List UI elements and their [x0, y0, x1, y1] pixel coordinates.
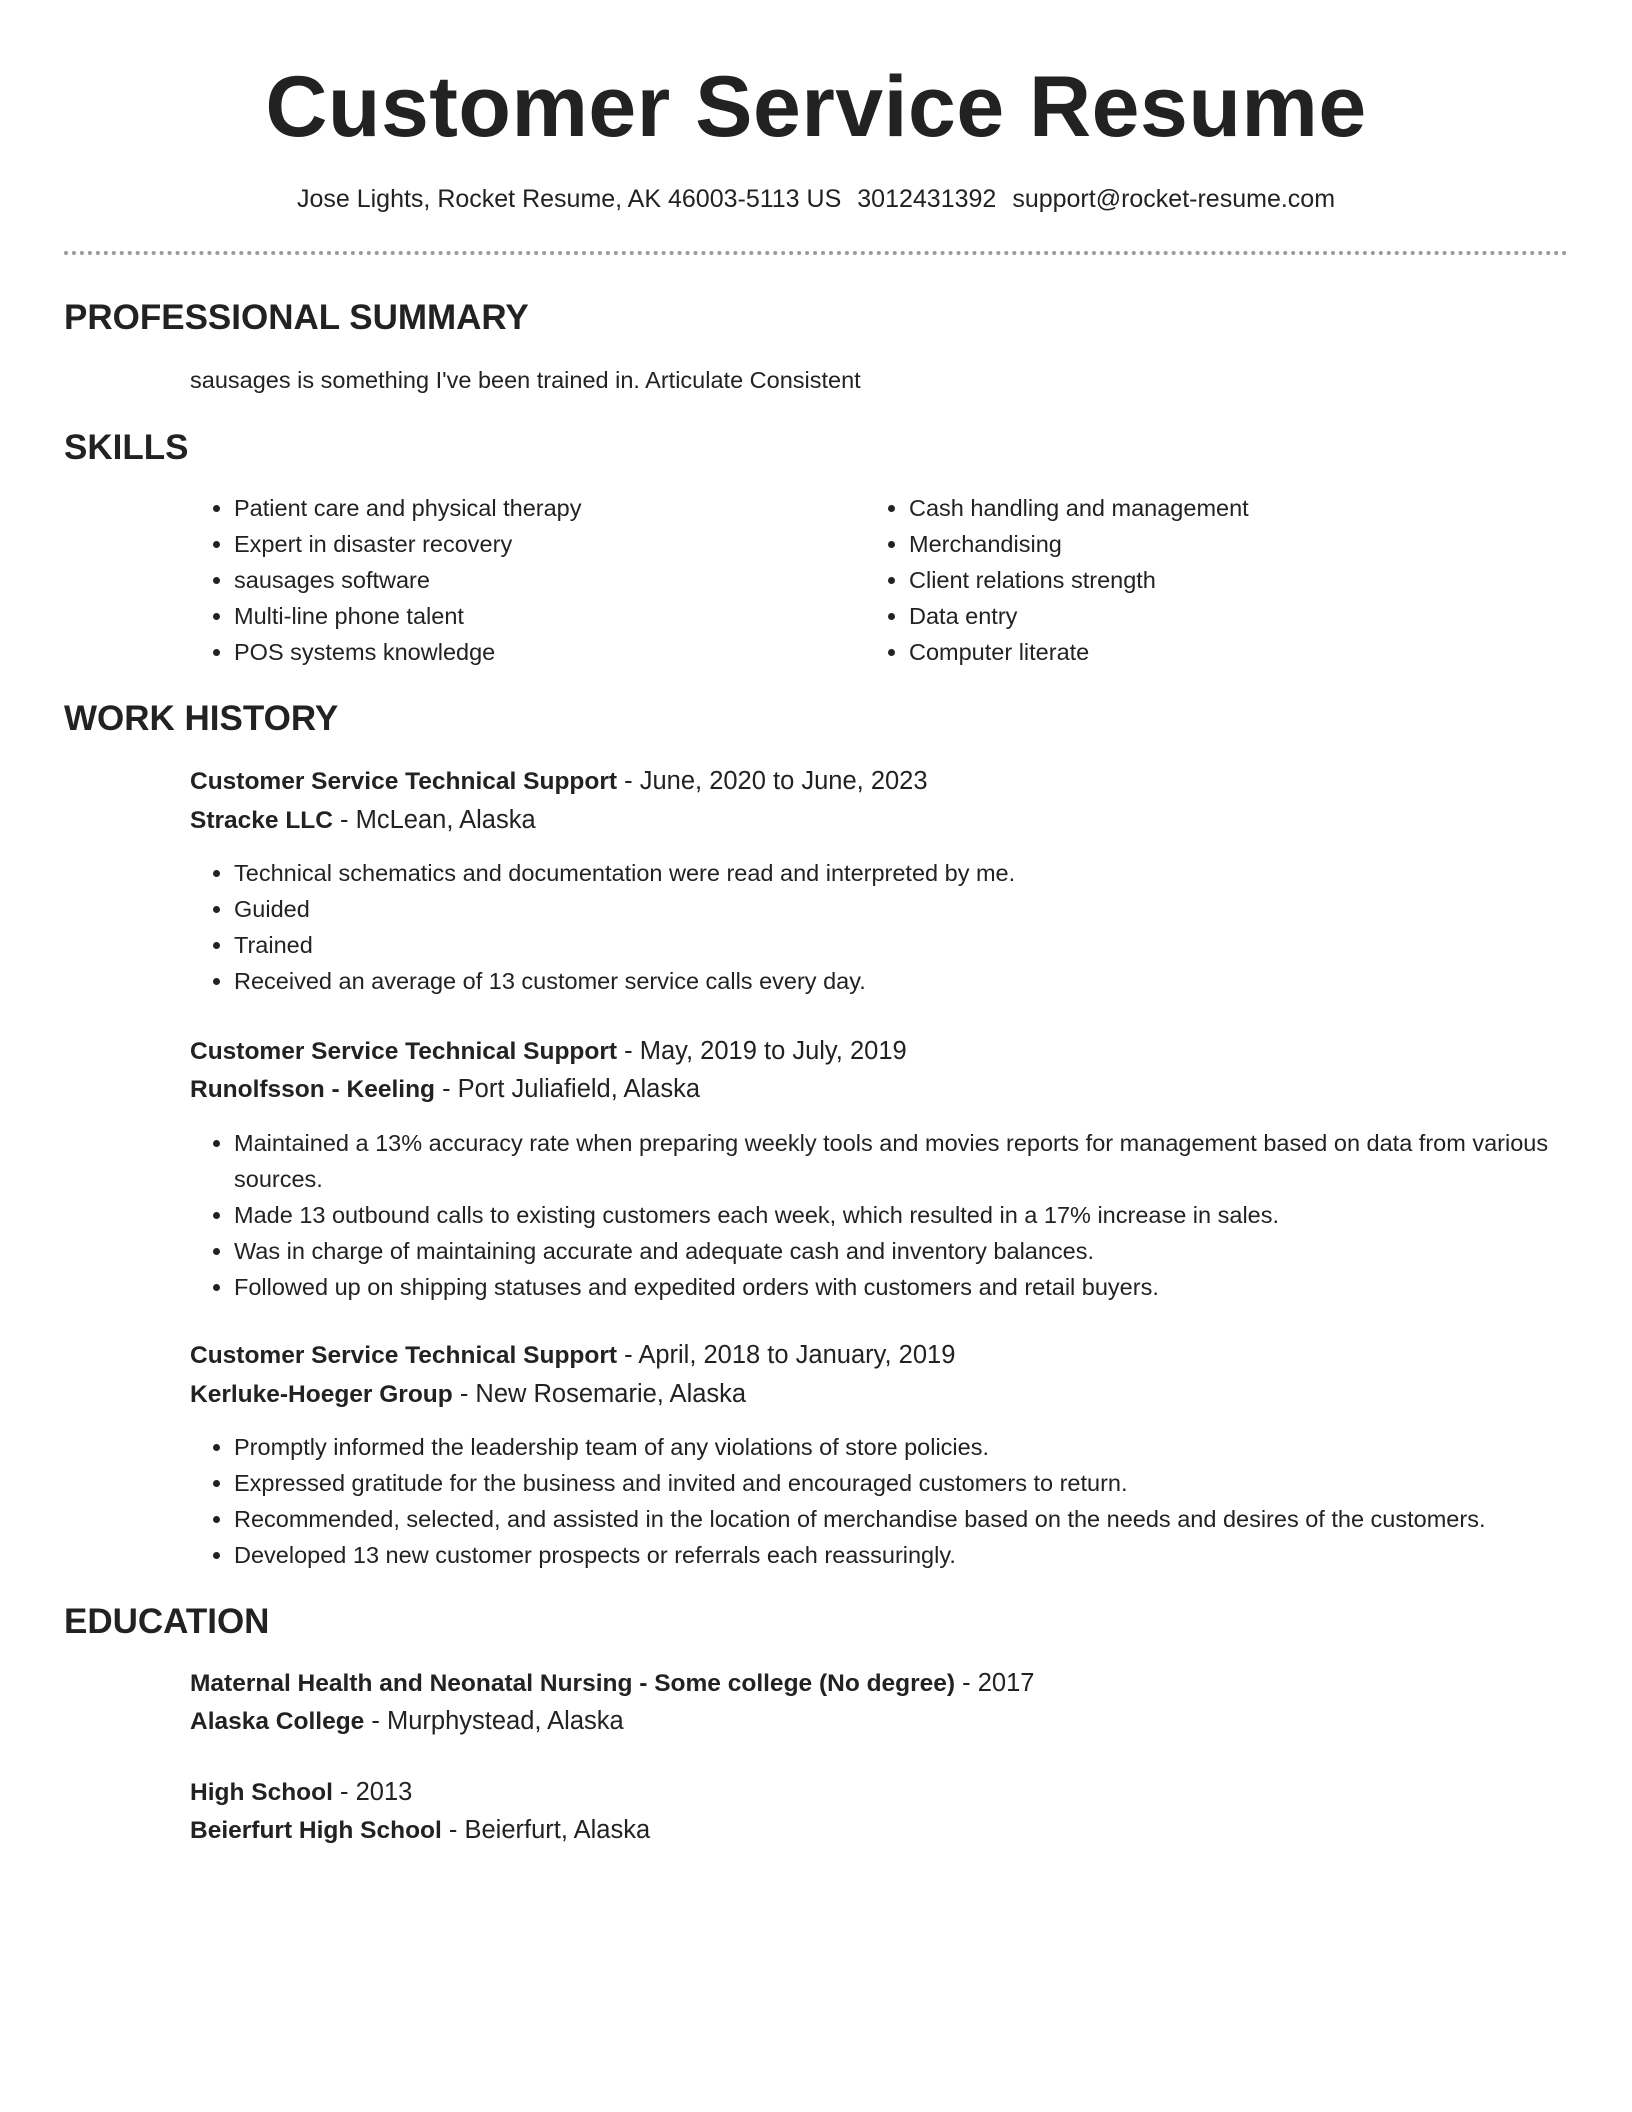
contact-email: support@rocket-resume.com — [1012, 185, 1336, 213]
job-bullet: • Followed up on shipping statuses and expedited orders with customers and retail buyers. — [234, 1269, 1614, 1305]
job-bullet: • Received an average of 13 customer service calls every day. — [234, 963, 1614, 999]
contact-phone: 3012431392 — [857, 185, 997, 213]
job-bullet: • Recommended, selected, and assisted in the location of merchandise based on the needs and desires of the customers. — [234, 1501, 1632, 1537]
summary-text: sausages is something I've been trained in. Articulate Consistent — [190, 367, 861, 393]
education-heading: EDUCATION — [64, 1602, 270, 1641]
job-bullets — [190, 1125, 1614, 1305]
skill-item: • POS systems knowledge — [234, 634, 834, 670]
job-title-line — [190, 1337, 955, 1374]
job-company-line — [190, 802, 536, 839]
job-title-line — [190, 763, 928, 800]
education-location: - Murphystead, Alaska — [364, 1707, 624, 1735]
job-bullet: • Was in charge of maintaining accurate and adequate cash and inventory balances. — [234, 1233, 1614, 1269]
job-bullet: • Expressed gratitude for the business and invited and encouraged customers to return. — [234, 1465, 1632, 1501]
skill-item: • Data entry — [909, 598, 1509, 634]
education-year: - 2013 — [332, 1778, 413, 1806]
contact-address: Jose Lights, Rocket Resume, AK 46003-5113 US — [296, 185, 842, 213]
header-divider — [64, 251, 1568, 255]
job-bullet: • Technical schematics and documentation were read and interpreted by me. — [234, 855, 1614, 891]
contact-line — [0, 182, 1632, 216]
education-school: Alaska College — [190, 1708, 365, 1735]
skill-item: • Patient care and physical therapy — [234, 490, 834, 526]
skill-item: • Computer literate — [909, 634, 1509, 670]
education-degree: High School — [190, 1779, 333, 1806]
job-dates: - April, 2018 to January, 2019 — [617, 1341, 956, 1369]
job-dates: - June, 2020 to June, 2023 — [617, 767, 928, 795]
skill-item: • sausages software — [234, 562, 834, 598]
job-company-line — [190, 1376, 746, 1413]
education-school-line — [190, 1812, 650, 1849]
job-company: Runolfsson - Keeling — [190, 1076, 435, 1103]
education-degree-line — [190, 1774, 412, 1811]
skill-item: • Expert in disaster recovery — [234, 526, 834, 562]
education-degree-line — [190, 1665, 1034, 1702]
skill-item: • Cash handling and management — [909, 490, 1509, 526]
skill-item: • Client relations strength — [909, 562, 1509, 598]
skills-list-left — [190, 490, 834, 670]
education-degree: Maternal Health and Neonatal Nursing - Some college (No degree) — [190, 1670, 956, 1697]
resume-title: Customer Service Resume — [265, 59, 1367, 155]
job-bullet: • Made 13 outbound calls to existing customers each week, which resulted in a 17% increase in sales. — [234, 1197, 1614, 1233]
work-heading: WORK HISTORY — [64, 699, 339, 738]
job-bullet: • Guided — [234, 891, 1614, 927]
education-year: - 2017 — [955, 1669, 1035, 1697]
job-title: Customer Service Technical Support — [190, 1342, 618, 1369]
education-location: - Beierfurt, Alaska — [441, 1816, 651, 1844]
job-bullet: • Trained — [234, 927, 1614, 963]
job-bullet: • Developed 13 new customer prospects or referrals each reassuringly. — [234, 1537, 1632, 1573]
education-school-line — [190, 1703, 624, 1740]
summary-heading: PROFESSIONAL SUMMARY — [64, 298, 529, 337]
education-school: Beierfurt High School — [190, 1817, 442, 1844]
job-bullets — [190, 1429, 1632, 1573]
job-bullets — [190, 855, 1614, 999]
job-dates: - May, 2019 to July, 2019 — [617, 1037, 907, 1065]
job-title: Customer Service Technical Support — [190, 768, 618, 795]
skill-item: • Multi-line phone talent — [234, 598, 834, 634]
skills-heading: SKILLS — [64, 428, 189, 467]
job-title: Customer Service Technical Support — [190, 1038, 618, 1065]
job-bullet: • Maintained a 13% accuracy rate when preparing weekly tools and movies reports for management based on data from various sources. — [234, 1125, 1614, 1197]
job-location: - Port Juliafield, Alaska — [435, 1075, 701, 1103]
job-location: - New Rosemarie, Alaska — [452, 1380, 747, 1408]
job-company: Stracke LLC — [190, 807, 333, 834]
job-company: Kerluke-Hoeger Group — [190, 1381, 453, 1408]
job-title-line — [190, 1033, 907, 1070]
skills-list-right — [865, 490, 1509, 670]
job-location: - McLean, Alaska — [332, 806, 536, 834]
job-bullet: • Promptly informed the leadership team of any violations of store policies. — [234, 1429, 1632, 1465]
skill-item: • Merchandising — [909, 526, 1509, 562]
job-company-line — [190, 1071, 700, 1108]
